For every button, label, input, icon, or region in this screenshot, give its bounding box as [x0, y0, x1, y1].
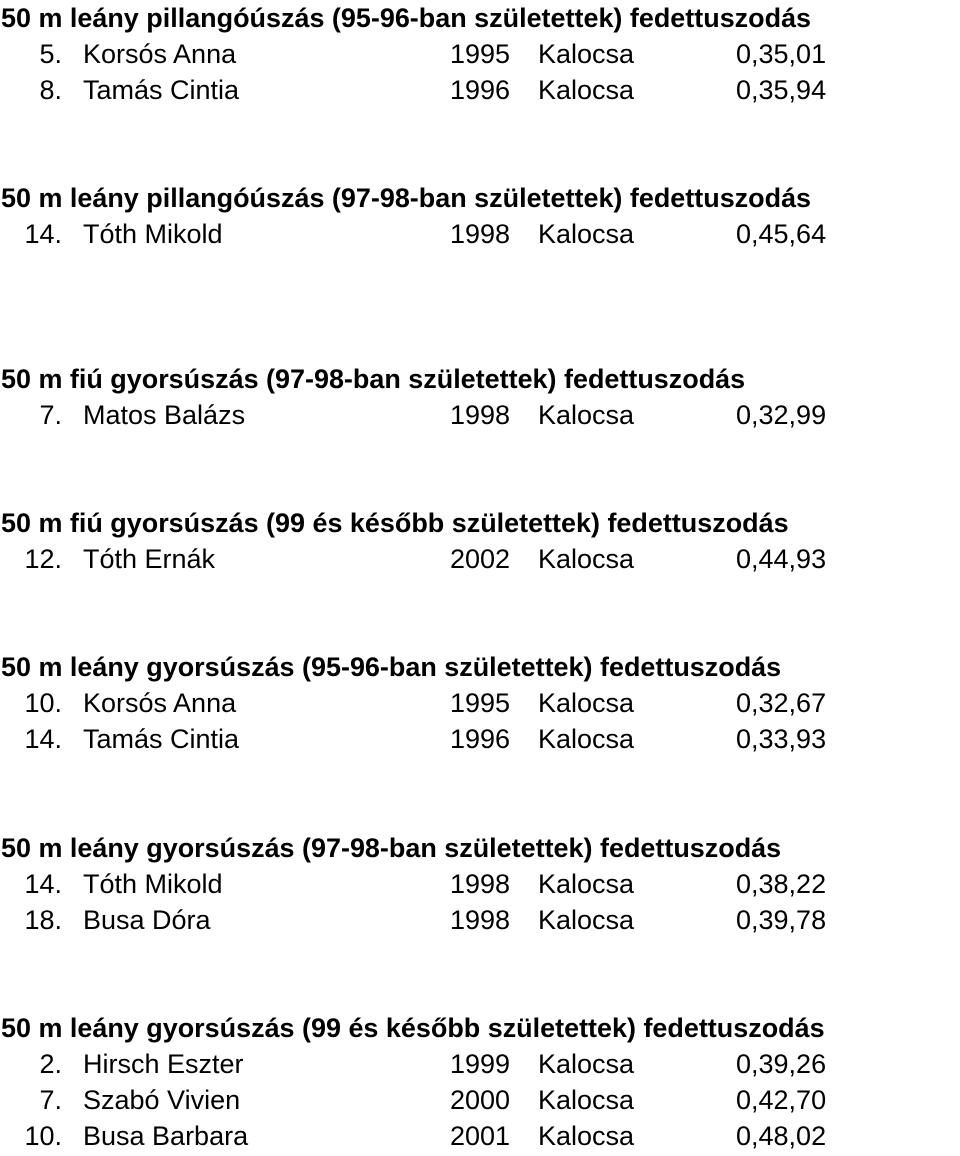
birth-year: 1999: [450, 1049, 511, 1079]
club-city: Kalocsa: [538, 1049, 635, 1079]
result-row: [0, 72, 960, 108]
club-city: Kalocsa: [538, 219, 635, 249]
result-time: 0,45,64: [736, 219, 827, 249]
result-time: 0,33,93: [736, 724, 827, 754]
result-row: [0, 685, 960, 721]
result-time: 0,39,26: [736, 1049, 827, 1079]
rank: 2.: [39, 1049, 62, 1079]
section-title: 50 m leány gyorsúszás (95-96-ban születettek) fedettuszodás: [0, 652, 782, 682]
club-city: Kalocsa: [538, 400, 635, 430]
rank: 10.: [24, 1121, 62, 1151]
rank: 5.: [39, 39, 62, 69]
rank: 7.: [39, 1085, 62, 1115]
club-city: Kalocsa: [538, 1085, 635, 1115]
result-row: [0, 721, 960, 757]
swimmer-name: Korsós Anna: [83, 688, 237, 718]
rank: 18.: [24, 905, 62, 935]
rank: 8.: [39, 75, 62, 105]
result-time: 0,35,94: [736, 75, 827, 105]
rank: 14.: [24, 869, 62, 899]
result-time: 0,39,78: [736, 905, 827, 935]
swimmer-name: Tóth Mikold: [83, 219, 223, 249]
club-city: Kalocsa: [538, 724, 635, 754]
section-title: 50 m fiú gyorsúszás (97-98-ban születettek) fedettuszodás: [0, 364, 746, 394]
swimmer-name: Tamás Cintia: [83, 75, 240, 105]
result-time: 0,38,22: [736, 869, 827, 899]
birth-year: 2000: [450, 1085, 511, 1115]
birth-year: 1995: [450, 688, 511, 718]
swimmer-name: Tamás Cintia: [83, 724, 240, 754]
birth-year: 1998: [450, 869, 511, 899]
result-row: [0, 1118, 960, 1154]
birth-year: 1998: [450, 400, 511, 430]
result-section: [0, 830, 960, 938]
rank: 14.: [24, 219, 62, 249]
result-row: [0, 1046, 960, 1082]
club-city: Kalocsa: [538, 688, 635, 718]
result-row: [0, 902, 960, 938]
section-title: 50 m leány pillangóúszás (95-96-ban születettek) fedettuszodás: [0, 3, 812, 33]
swimmer-name: Busa Dóra: [83, 905, 211, 935]
rank: 14.: [24, 724, 62, 754]
result-section: [0, 649, 960, 757]
birth-year: 1998: [450, 219, 511, 249]
club-city: Kalocsa: [538, 39, 635, 69]
swimmer-name: Korsós Anna: [83, 39, 237, 69]
swimmer-name: Tóth Ernák: [83, 544, 216, 574]
swimmer-name: Tóth Mikold: [83, 869, 223, 899]
result-row: [0, 216, 960, 252]
result-section: [0, 0, 960, 108]
result-section: [0, 505, 960, 577]
club-city: Kalocsa: [538, 544, 635, 574]
swimmer-name: Matos Balázs: [83, 400, 246, 430]
result-time: 0,32,67: [736, 688, 827, 718]
birth-year: 1998: [450, 905, 511, 935]
birth-year: 2002: [450, 544, 511, 574]
result-section: [0, 1010, 960, 1154]
club-city: Kalocsa: [538, 75, 635, 105]
swimmer-name: Szabó Vivien: [83, 1085, 241, 1115]
result-time: 0,35,01: [736, 39, 827, 69]
section-title: 50 m fiú gyorsúszás (99 és később születettek) fedettuszodás: [0, 508, 789, 538]
rank: 10.: [24, 688, 62, 718]
birth-year: 1996: [450, 75, 511, 105]
birth-year: 2001: [450, 1121, 511, 1151]
result-section: [0, 180, 960, 252]
result-time: 0,48,02: [736, 1121, 827, 1151]
rank: 7.: [39, 400, 62, 430]
section-title: 50 m leány pillangóúszás (97-98-ban születettek) fedettuszodás: [0, 183, 812, 213]
swimmer-name: Busa Barbara: [83, 1121, 249, 1151]
result-row: [0, 1082, 960, 1118]
club-city: Kalocsa: [538, 869, 635, 899]
result-time: 0,44,93: [736, 544, 827, 574]
rank: 12.: [24, 544, 62, 574]
result-time: 0,32,99: [736, 400, 827, 430]
result-time: 0,42,70: [736, 1085, 827, 1115]
club-city: Kalocsa: [538, 905, 635, 935]
result-section: [0, 361, 960, 433]
result-row: [0, 397, 960, 433]
result-row: [0, 36, 960, 72]
result-row: [0, 541, 960, 577]
result-row: [0, 866, 960, 902]
club-city: Kalocsa: [538, 1121, 635, 1151]
section-title: 50 m leány gyorsúszás (97-98-ban születettek) fedettuszodás: [0, 833, 782, 863]
birth-year: 1996: [450, 724, 511, 754]
birth-year: 1995: [450, 39, 511, 69]
section-title: 50 m leány gyorsúszás (99 és később születettek) fedettuszodás: [0, 1013, 825, 1043]
swimmer-name: Hirsch Eszter: [83, 1049, 244, 1079]
